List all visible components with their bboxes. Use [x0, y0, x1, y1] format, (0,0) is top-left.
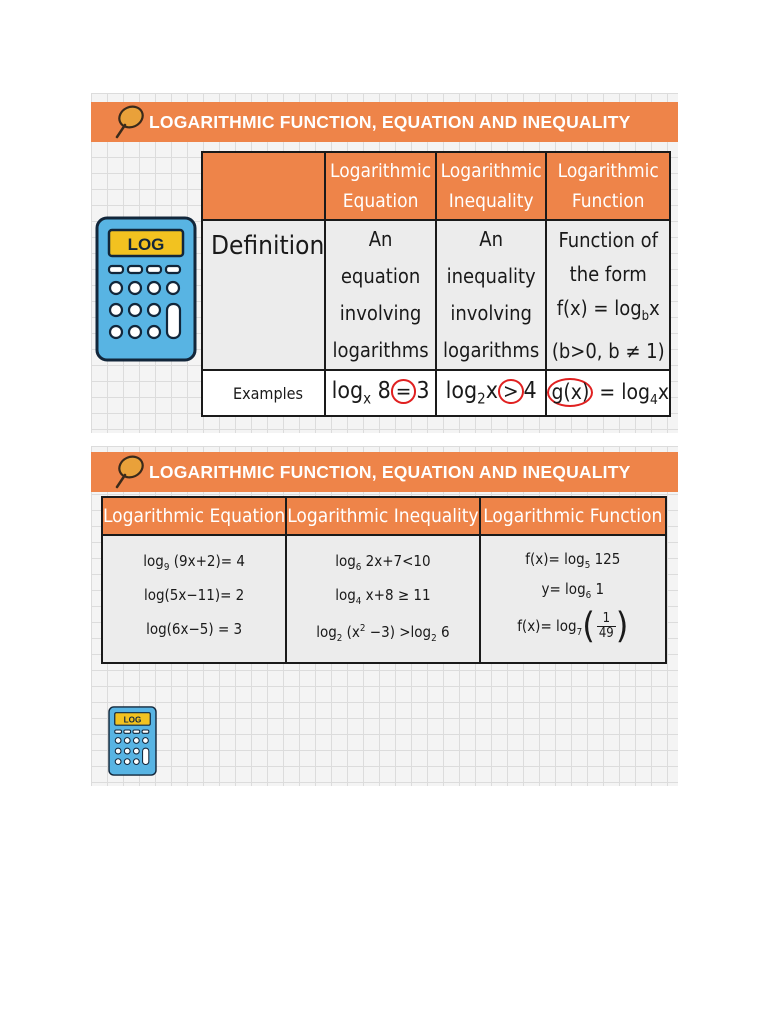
- example-function: $g(x) = \log_4x$: [546, 370, 670, 416]
- table-corner: [202, 152, 325, 220]
- list-item: $\log_4 x+8 \ge 11$: [335, 586, 431, 607]
- list-item: $\log_6 2x+7<10$: [335, 552, 431, 573]
- definition-inequality: An inequality involving logarithms: [436, 220, 547, 370]
- list-item: $f(x)= \log_5 125$: [525, 550, 621, 571]
- definition-function: Function of the form $f(x) = \log_bx$ (b>0, b ≠ 1): [546, 220, 670, 370]
- page-title: LOGARITHMIC FUNCTION, EQUATION AND INEQUALITY: [149, 112, 631, 132]
- fraction: $\frac{1}{49}$: [598, 611, 614, 641]
- header-logarithmic-inequality: Logarithmic Inequality: [436, 152, 547, 220]
- greater-than-highlight: >: [498, 379, 524, 404]
- slide-examples: [91, 446, 678, 786]
- example-equation: $\log_x 8 = 3$: [325, 370, 436, 416]
- list-item: $y= \log_6 1$: [541, 580, 605, 601]
- list-item: log(5x−11)= 2: [143, 586, 245, 604]
- header-logarithmic-equation: Logarithmic Equation: [102, 497, 286, 535]
- inequality-examples: [286, 535, 479, 663]
- definition-equation: An equation involving logarithms: [325, 220, 436, 370]
- header-logarithmic-function: Logarithmic Function: [546, 152, 670, 220]
- definition-label: Definition: [202, 220, 325, 370]
- function-name-highlight: g(x): [547, 378, 593, 407]
- list-item: $\log_2 (x^2 -3) >\log_2$ 6: [316, 623, 450, 644]
- examples-table: [101, 496, 667, 664]
- list-item: $\log_9 (9x+2)= 4$: [143, 552, 245, 573]
- calculator-icon: [95, 216, 197, 362]
- example-inequality: $\log_2x > 4$: [436, 370, 547, 416]
- list-item: $f(x)= \log_7$( $\frac{1}{49}$ ): [517, 605, 629, 647]
- equation-examples: [102, 535, 286, 663]
- header-logarithmic-inequality: Logarithmic Inequality: [286, 497, 479, 535]
- page-title: LOGARITHMIC FUNCTION, EQUATION AND INEQUALITY: [149, 462, 631, 482]
- equals-sign-highlight: =: [391, 379, 417, 404]
- pushpin-icon: [111, 453, 151, 493]
- examples-label: Examples: [202, 370, 325, 416]
- definitions-table: [201, 151, 671, 417]
- calculator-display: LOG: [127, 235, 165, 254]
- calculator-display: LOG: [123, 715, 142, 725]
- calculator-icon: [106, 706, 159, 776]
- title-banner: [91, 102, 678, 142]
- list-item: log(6x−5) = 3: [146, 620, 243, 638]
- pushpin-icon: [111, 103, 151, 143]
- function-examples: [480, 535, 666, 663]
- header-logarithmic-equation: Logarithmic Equation: [325, 152, 436, 220]
- header-logarithmic-function: Logarithmic Function: [480, 497, 666, 535]
- slide-definitions: [91, 93, 678, 433]
- title-banner: [91, 452, 678, 492]
